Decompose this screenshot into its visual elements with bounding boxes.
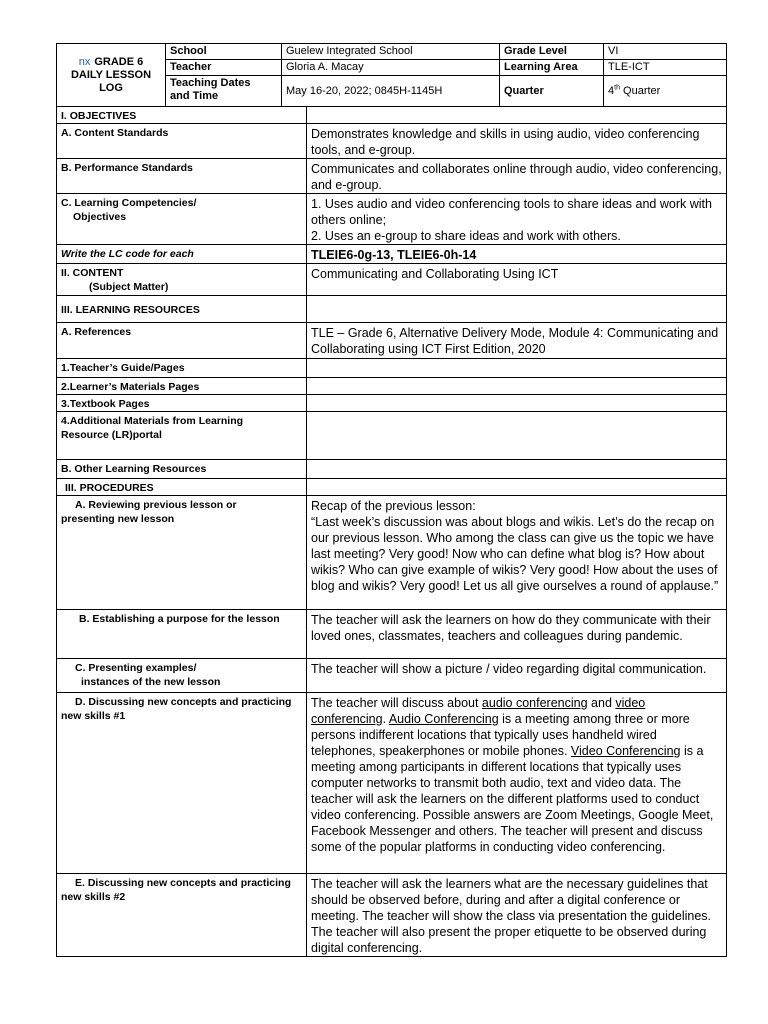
resources-row: [57, 296, 727, 323]
content-row: [57, 264, 727, 296]
video-conferencing-definition-term: Video Conferencing: [570, 744, 681, 758]
lc-code-value: TLEIE6-0g-13, TLEIE6-0h-14: [307, 245, 727, 264]
teaching-dates-label: Teaching Dates and Time: [166, 76, 282, 107]
content-standards-label: A. Content Standards: [57, 124, 307, 159]
performance-standards-row: [57, 159, 727, 194]
procedure-a-value: Recap of the previous lesson: “Last week’s discussion was about blogs and wikis. Let’s do the recap on our previous lesson. Who among the class can give us the topic we have last meeting? Very good! Now who can define what blog is? How about wikis? Who can give example of wikis? Very good! How about the uses of blog and wikis? Very good! Let us all give ourselves a round of applause.”: [307, 496, 727, 610]
procedures-heading: III. PROCEDURES: [57, 479, 307, 496]
header-table: [56, 43, 727, 107]
references-value: TLE – Grade 6, Alternative Delivery Mode, Module 4: Communicating and Collaborating using ICT First Edition, 2020: [307, 323, 727, 359]
objectives-heading: I. OBJECTIVES: [57, 107, 307, 124]
procedure-a-label: A. Reviewing previous lesson or presenting new lesson: [57, 496, 307, 610]
teaching-dates-value: May 16-20, 2022; 0845H-1145H: [282, 76, 500, 107]
audio-conferencing-definition-term: Audio Conferencing: [388, 712, 499, 726]
competencies-row: [57, 194, 727, 245]
procedure-d-row: [57, 693, 727, 874]
lesson-table: [56, 106, 727, 957]
log-title: [57, 44, 166, 107]
school-label: School: [166, 44, 282, 60]
procedure-e-label: E. Discussing new concepts and practicing new skills #2: [57, 874, 307, 957]
grade-level-value: VI: [604, 44, 727, 60]
content-standards-value: Demonstrates knowledge and skills in using audio, video conferencing tools, and e-group.: [307, 124, 727, 159]
procedure-c-label: C. Presenting examples/ instances of the new lesson: [57, 659, 307, 693]
learners-materials-label: 2.Learner’s Materials Pages: [57, 378, 307, 395]
competencies-label: C. Learning Competencies/ Objectives: [57, 194, 307, 245]
textbook-pages-label: 3.Textbook Pages: [57, 395, 307, 412]
teachers-guide-row: [57, 359, 727, 378]
video-conferencing-term: video conferencing: [311, 696, 646, 726]
learning-area-label: Learning Area: [500, 60, 604, 76]
resources-heading: III. LEARNING RESOURCES: [57, 296, 307, 323]
learners-materials-row: [57, 378, 727, 395]
learning-area-value: TLE-ICT: [604, 60, 727, 76]
quarter-label: Quarter: [500, 76, 604, 107]
lc-code-label: Write the LC code for each: [57, 245, 307, 264]
procedure-e-value: The teacher will ask the learners what are the necessary guidelines that should be observed before, during and after a digital conference or meeting. The teacher will show the class via presentation the guidelines. The teacher will also present the proper etiquette to be observed during digital conferencing.: [307, 874, 727, 957]
procedures-row: [57, 479, 727, 496]
references-label: A. References: [57, 323, 307, 359]
grade-level-label: Grade Level: [500, 44, 604, 60]
procedure-c-row: [57, 659, 727, 693]
performance-standards-label: B. Performance Standards: [57, 159, 307, 194]
log-title-line-2: DAILY LESSON: [70, 68, 152, 81]
procedure-c-value: The teacher will show a picture / video regarding digital communication.: [307, 659, 727, 693]
procedure-e-row: [57, 874, 727, 957]
additional-materials-row: [57, 412, 727, 460]
quarter-value: 4th Quarter: [604, 76, 727, 107]
teachers-guide-label: 1.Teacher’s Guide/Pages: [57, 359, 307, 378]
objectives-row: [57, 107, 727, 124]
content-label: II. CONTENT (Subject Matter): [57, 264, 307, 296]
other-resources-row: [57, 460, 727, 479]
procedure-b-value: The teacher will ask the learners on how do they communicate with their loved ones, classmates, teachers and colleagues during pandemic.: [307, 610, 727, 659]
teacher-label: Teacher: [166, 60, 282, 76]
competencies-value: 1. Uses audio and video conferencing tools to share ideas and work with others online; 2. Uses an e-group to share ideas and work with others.: [307, 194, 727, 245]
performance-standards-value: Communicates and collaborates online through audio, video conferencing, and e-group.: [307, 159, 727, 194]
procedure-b-row: [57, 610, 727, 659]
log-title-line-1: GRADE 6: [94, 55, 144, 68]
textbook-pages-row: [57, 395, 727, 412]
procedure-a-row: [57, 496, 727, 610]
teacher-value: Gloria A. Macay: [282, 60, 500, 76]
additional-materials-label: 4.Additional Materials from Learning Resource (LR)portal: [57, 412, 307, 460]
content-standards-row: [57, 124, 727, 159]
logo-mark: nx: [78, 55, 91, 68]
content-value: Communicating and Collaborating Using ICT: [307, 264, 727, 296]
log-title-line-3: LOG: [99, 81, 123, 94]
procedure-b-label: B. Establishing a purpose for the lesson: [57, 610, 307, 659]
other-resources-label: B. Other Learning Resources: [57, 460, 307, 479]
procedure-d-value: The teacher will discuss about audio conferencing and video conferencing. Audio Conferencing is a meeting among three or more persons indifferent locations that typically uses handheld wired telephones, speakerphones or mobile phones. Video Conferencing is a meeting among participants in different locations that typically uses computer networks to transmit both audio, text and video data. The teacher will ask the learners on the different platforms used to conduct video conferencing. Possible answers are Zoom Meetings, Google Meet, Facebook Messenger and others. The teacher will present and discuss some of the popular platforms in conducting video conferencing.: [307, 693, 727, 874]
references-row: [57, 323, 727, 359]
procedure-d-label: D. Discussing new concepts and practicing new skills #1: [57, 693, 307, 874]
lc-code-row: [57, 245, 727, 264]
school-value: Guelew Integrated School: [282, 44, 500, 60]
audio-conferencing-term: audio conferencing: [481, 696, 588, 710]
